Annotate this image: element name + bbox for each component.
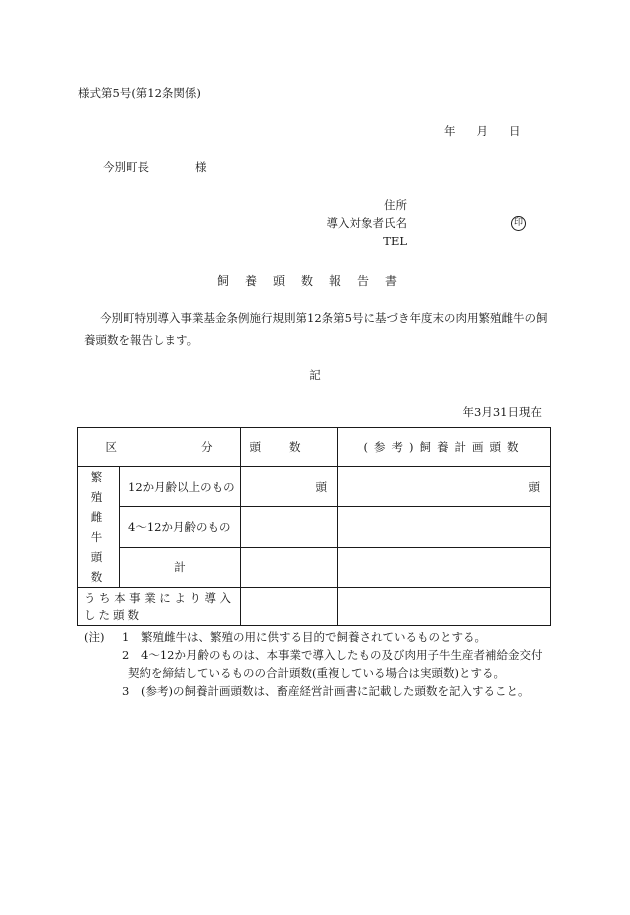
- group-label: [78, 467, 120, 588]
- date-year-label: 年: [444, 124, 456, 138]
- ki-marker: 記: [309, 368, 321, 382]
- name-label: 導入対象者氏名: [326, 216, 407, 230]
- report-table: [77, 427, 551, 626]
- count-cell[interactable]: [241, 507, 338, 547]
- date-line: [444, 123, 521, 139]
- note-item: [84, 682, 564, 700]
- notes-block: [84, 628, 564, 700]
- notes-prefix: (注): [84, 630, 105, 644]
- addressee-honorific: 様: [195, 160, 207, 174]
- date-day-label: 日: [509, 124, 521, 138]
- addressee-name: 今別町長: [103, 160, 149, 174]
- table-row: [78, 547, 551, 587]
- note-item: [84, 628, 564, 646]
- plan-cell[interactable]: [338, 588, 551, 626]
- header-category: [78, 428, 241, 467]
- count-cell[interactable]: [241, 588, 338, 626]
- header-category-bun: 分: [201, 440, 213, 454]
- note-text: (参考)の飼養計画頭数は、畜産経営計画書に記載した頭数を記入すること。: [141, 684, 530, 698]
- header-planned-count: (参考)飼養計画頭数: [338, 428, 551, 467]
- plan-cell[interactable]: 頭: [338, 467, 551, 507]
- table-header-row: [78, 428, 551, 467]
- row-label: 4〜12か月齢のもの: [120, 507, 241, 547]
- note-text: 4〜12か月齢のものは、本事業で導入したもの及び肉用子牛生産者補給金交付: [141, 648, 543, 662]
- count-cell[interactable]: [241, 547, 338, 587]
- group-label-text: 繁殖雌牛頭数: [90, 470, 107, 584]
- form-number: 様式第5号(第12条関係): [78, 86, 201, 100]
- document-title: 飼養頭数報告書: [216, 274, 413, 288]
- header-category-ku: 区: [105, 440, 117, 454]
- note-text-continuation: 契約を締結しているものの合計頭数(重複している場合は実頭数)とする。: [128, 666, 505, 680]
- table-row-introduced: [78, 588, 551, 626]
- address-label: 住所: [384, 198, 407, 212]
- plan-cell[interactable]: [338, 507, 551, 547]
- date-month-label: 月: [476, 124, 488, 138]
- as-of-date: 年3月31日現在: [462, 405, 542, 419]
- table-row: [78, 467, 551, 507]
- row-label: 12か月齢以上のもの: [120, 467, 241, 507]
- note-number: 1: [122, 630, 130, 644]
- body-text: 今別町特別導入事業基金条例施行規則第12条第5号に基づき年度末の肉用繁殖雌牛の飼養頭数を報告します。: [84, 311, 548, 347]
- note-number: 3: [122, 684, 130, 698]
- tel-label: TEL: [383, 234, 407, 248]
- introduced-label: うち本事業により導入した頭数: [78, 588, 241, 626]
- count-cell[interactable]: 頭: [241, 467, 338, 507]
- table-row: [78, 507, 551, 547]
- note-item: [84, 646, 564, 664]
- addressee: [103, 159, 207, 175]
- note-number: 2: [122, 648, 130, 662]
- seal-mark: 印: [511, 216, 526, 231]
- header-head-count: 頭数: [241, 428, 338, 467]
- plan-cell[interactable]: [338, 547, 551, 587]
- note-text: 繁殖雌牛は、繁殖の用に供する目的で飼養されているものとする。: [141, 630, 486, 644]
- note-item-continuation: [84, 664, 564, 682]
- applicant-block: [312, 196, 532, 250]
- row-label-total: 計: [120, 547, 241, 587]
